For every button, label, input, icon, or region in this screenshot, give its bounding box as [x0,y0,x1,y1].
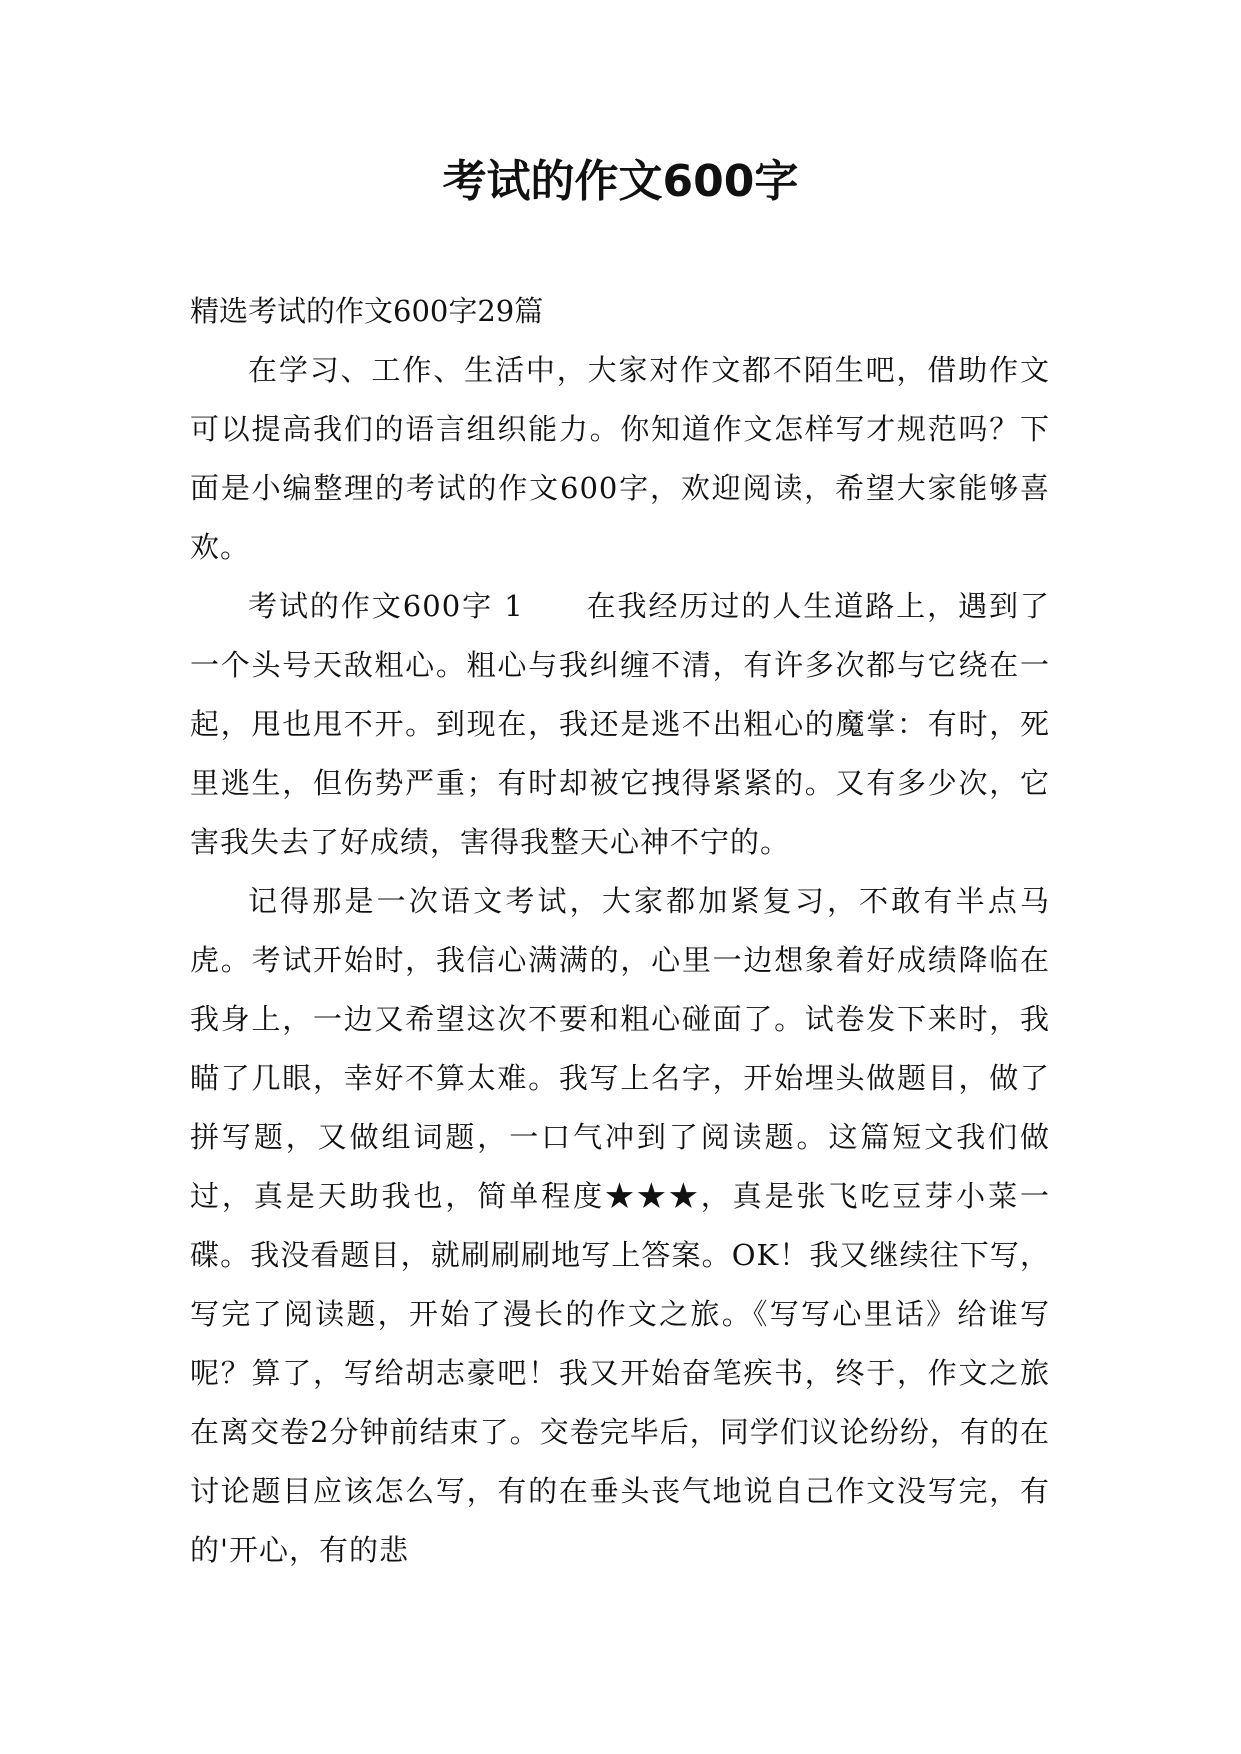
essay-1-paragraph-2: 记得那是一次语文考试，大家都加紧复习，不敢有半点马虎。考试开始时，我信心满满的，心里一边想象着好成绩降临在我身上，一边又希望这次不要和粗心碰面了。试卷发下来时，我瞄了几眼，幸好不算太难。我写上名字，开始埋头做题目，做了拼写题，又做组词题，一口气冲到了阅读题。这篇短文我们做过，真是天助我也，简单程度★★★，真是张飞吃豆芽小菜一碟。我没看题目，就刷刷刷地写上答案。OK！我又继续往下写，写完了阅读题，开始了漫长的作文之旅。《写写心里话》给谁写呢？算了，写给胡志豪吧！我又开始奋笔疾书，终于，作文之旅在离交卷2分钟前结束了。交卷完毕后，同学们议论纷纷，有的在讨论题目应该怎么写，有的在垂头丧气地说自己作文没写完，有的'开心，有的悲 [190,884,1050,1567]
document-title: 考试的作文600字 [442,156,799,207]
intro-paragraph: 在学习、工作、生活中，大家对作文都不陌生吧，借助作文可以提高我们的语言组织能力。你知道作文怎样写才规范吗？下面是小编整理的考试的作文600字，欢迎阅读，希望大家能够喜欢。 [190,353,1050,564]
essay-1-paragraph-1: 考试的作文600字 1 在我经历过的人生道路上，遇到了一个头号天敌粗心。粗心与我纠缠不清，有许多次都与它绕在一起，甩也甩不开。到现在，我还是逃不出粗心的魔掌：有时，死里逃生，但伤势严重；有时却被它拽得紧紧的。又有多少次，它害我失去了好成绩，害得我整天心神不宁的。 [190,589,1050,859]
document-body [190,282,1050,1580]
document-subtitle: 精选考试的作文600字29篇 [190,294,544,328]
